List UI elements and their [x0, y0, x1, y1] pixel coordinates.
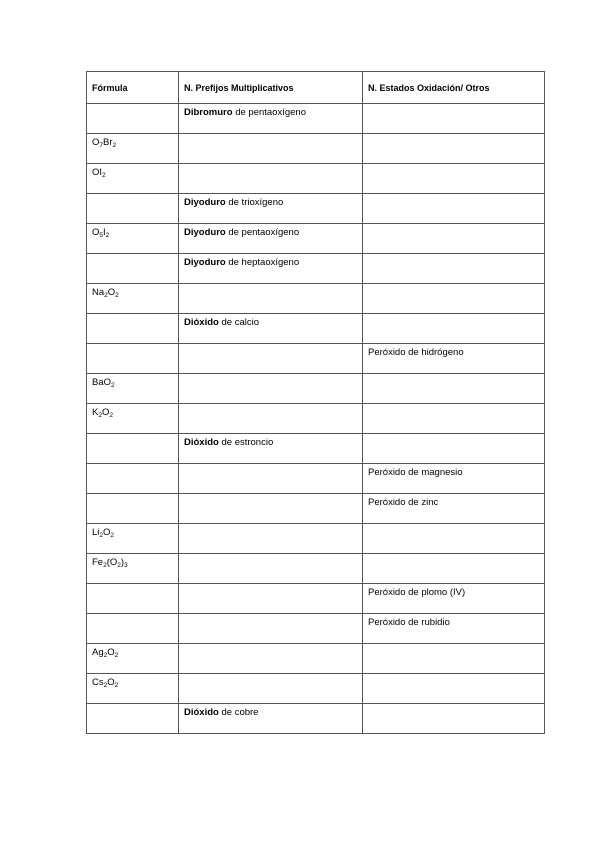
- estados-oxidacion-cell[interactable]: [363, 164, 545, 194]
- estados-oxidacion-cell[interactable]: [363, 404, 545, 434]
- estados-oxidacion-cell[interactable]: [363, 254, 545, 284]
- formula-subscript: 2: [114, 652, 119, 659]
- formula-cell[interactable]: [87, 344, 179, 374]
- formula-cell[interactable]: [87, 164, 179, 194]
- formula-cell[interactable]: [87, 404, 179, 434]
- prefijo-rest-text: de cobre: [218, 707, 259, 718]
- formula-symbol: (O: [106, 557, 118, 568]
- prefijos-cell[interactable]: [179, 644, 363, 674]
- formula-symbol: Br: [103, 137, 113, 148]
- prefijos-cell[interactable]: [179, 194, 363, 224]
- prefijo-rest-text: de pentaoxígeno: [232, 107, 306, 118]
- formula-symbol: O: [107, 647, 115, 658]
- formula-subscript: 2: [105, 232, 110, 239]
- prefijos-cell[interactable]: [179, 434, 363, 464]
- formula-subscript: 2: [103, 682, 108, 689]
- table-row: [87, 164, 545, 194]
- prefijos-cell[interactable]: [179, 494, 363, 524]
- formula-cell[interactable]: [87, 104, 179, 134]
- table-row: [87, 434, 545, 464]
- formula-subscript: 2: [102, 172, 106, 179]
- table-row: [87, 134, 545, 164]
- estados-oxidacion-cell[interactable]: [363, 134, 545, 164]
- table-row: [87, 674, 545, 704]
- formula-symbol: Fe: [92, 557, 104, 568]
- estados-oxidacion-text: Peróxido de plomo (IV): [368, 587, 466, 598]
- prefijo-bold-text: Diyoduro: [184, 197, 226, 208]
- header-estados-oxidacion: N. Estados Oxidación/ Otros: [363, 72, 545, 104]
- formula-symbol: K: [92, 407, 99, 418]
- header-formula: Fórmula: [87, 72, 179, 104]
- prefijos-cell[interactable]: [179, 284, 363, 314]
- formula-subscript: 2: [117, 562, 121, 569]
- formula-subscript: 2: [112, 142, 117, 149]
- formula-symbol: Ag: [92, 647, 104, 658]
- formula-cell[interactable]: [87, 584, 179, 614]
- estados-oxidacion-cell[interactable]: [363, 674, 545, 704]
- estados-oxidacion-cell[interactable]: [363, 614, 545, 644]
- formula-symbol: Cs: [92, 677, 104, 688]
- table-row: [87, 104, 545, 134]
- formula-subscript: 2: [111, 382, 115, 389]
- prefijo-rest-text: de trioxígeno: [225, 197, 284, 208]
- prefijos-cell[interactable]: [179, 524, 363, 554]
- formula-subscript: 2: [114, 682, 119, 689]
- formula-symbol: Li: [92, 527, 100, 538]
- estados-oxidacion-text: Peróxido de magnesio: [368, 467, 463, 478]
- table-row: [87, 614, 545, 644]
- formula-symbol: ): [120, 557, 125, 568]
- estados-oxidacion-text: Peróxido de rubidio: [368, 617, 450, 628]
- prefijos-cell[interactable]: [179, 254, 363, 284]
- prefijo-rest-text: de pentaoxígeno: [225, 227, 300, 238]
- estados-oxidacion-cell[interactable]: [363, 314, 545, 344]
- formula-cell[interactable]: [87, 674, 179, 704]
- prefijo-rest-text: de calcio: [218, 317, 259, 328]
- formula-cell[interactable]: [87, 494, 179, 524]
- estados-oxidacion-cell[interactable]: [363, 104, 545, 134]
- formula-symbol: OI: [92, 167, 103, 178]
- prefijo-bold-text: Diyoduro: [184, 257, 226, 268]
- table-row: [87, 404, 545, 434]
- nomenclature-table: [86, 71, 545, 734]
- formula-symbol: O: [103, 527, 111, 538]
- formula-subscript: 2: [115, 292, 119, 299]
- formula-cell[interactable]: [87, 464, 179, 494]
- formula-symbol: O: [107, 287, 116, 298]
- formula-cell[interactable]: [87, 704, 179, 734]
- estados-oxidacion-cell[interactable]: [363, 224, 545, 254]
- formula-subscript: 2: [104, 292, 108, 299]
- formula-cell[interactable]: [87, 614, 179, 644]
- table-row: [87, 344, 545, 374]
- estados-oxidacion-cell[interactable]: [363, 554, 545, 584]
- formula-cell[interactable]: [87, 434, 179, 464]
- table-row: [87, 704, 545, 734]
- prefijo-bold-text: Dióxido: [184, 437, 219, 448]
- table-row: [87, 584, 545, 614]
- formula-cell[interactable]: [87, 374, 179, 404]
- table-row: [87, 644, 545, 674]
- table-row: [87, 254, 545, 284]
- formula-cell[interactable]: [87, 524, 179, 554]
- formula-subscript: 2: [98, 412, 102, 419]
- formula-cell[interactable]: [87, 554, 179, 584]
- prefijos-cell[interactable]: [179, 674, 363, 704]
- prefijo-rest-text: de heptaoxígeno: [225, 257, 300, 268]
- prefijos-cell[interactable]: [179, 344, 363, 374]
- prefijos-cell[interactable]: [179, 554, 363, 584]
- prefijos-cell[interactable]: [179, 584, 363, 614]
- prefijos-cell[interactable]: [179, 164, 363, 194]
- estados-oxidacion-cell[interactable]: [363, 194, 545, 224]
- table-row: [87, 194, 545, 224]
- formula-symbol: Na: [92, 287, 105, 298]
- formula-subscript: 3: [124, 562, 128, 569]
- table-row: [87, 224, 545, 254]
- estados-oxidacion-cell[interactable]: [363, 374, 545, 404]
- table-row: [87, 464, 545, 494]
- formula-symbol: O: [92, 137, 100, 148]
- prefijos-cell[interactable]: [179, 314, 363, 344]
- formula-cell[interactable]: [87, 314, 179, 344]
- prefijos-cell[interactable]: [179, 224, 363, 254]
- prefijo-bold-text: Dibromuro: [184, 107, 233, 118]
- table-row: [87, 374, 545, 404]
- estados-oxidacion-cell[interactable]: [363, 284, 545, 314]
- table-row: [87, 524, 545, 554]
- prefijos-cell[interactable]: [179, 464, 363, 494]
- formula-cell[interactable]: [87, 134, 179, 164]
- estados-oxidacion-text: Peróxido de zinc: [368, 497, 439, 508]
- table-row: [87, 494, 545, 524]
- prefijos-cell[interactable]: [179, 104, 363, 134]
- formula-cell[interactable]: [87, 254, 179, 284]
- formula-subscript: 2: [99, 532, 104, 539]
- formula-cell[interactable]: [87, 194, 179, 224]
- formula-cell[interactable]: [87, 284, 179, 314]
- formula-subscript: 5: [99, 232, 104, 239]
- prefijo-rest-text: de estroncio: [218, 437, 274, 448]
- formula-cell[interactable]: [87, 224, 179, 254]
- estados-oxidacion-cell[interactable]: [363, 464, 545, 494]
- prefijos-cell[interactable]: [179, 614, 363, 644]
- prefijos-cell[interactable]: [179, 374, 363, 404]
- estados-oxidacion-cell[interactable]: [363, 704, 545, 734]
- estados-oxidacion-cell[interactable]: [363, 494, 545, 524]
- header-row: [87, 72, 545, 104]
- table-row: [87, 284, 545, 314]
- prefijo-bold-text: Dióxido: [184, 317, 219, 328]
- formula-subscript: 2: [103, 562, 107, 569]
- formula-symbol: I: [103, 227, 106, 238]
- formula-symbol: O: [101, 407, 110, 418]
- prefijos-cell[interactable]: [179, 704, 363, 734]
- estados-oxidacion-cell[interactable]: [363, 344, 545, 374]
- formula-symbol: O: [107, 677, 115, 688]
- prefijo-bold-text: Dióxido: [184, 707, 219, 718]
- table-row: [87, 314, 545, 344]
- formula-subscript: 2: [103, 652, 108, 659]
- formula-subscript: 2: [110, 532, 115, 539]
- estados-oxidacion-cell[interactable]: [363, 524, 545, 554]
- header-prefijos: N. Prefijos Multiplicativos: [179, 72, 363, 104]
- formula-subscript: 7: [99, 142, 104, 149]
- formula-symbol: O: [92, 227, 100, 238]
- formula-cell[interactable]: [87, 644, 179, 674]
- estados-oxidacion-cell[interactable]: [363, 584, 545, 614]
- prefijos-cell[interactable]: [179, 404, 363, 434]
- table-row: [87, 554, 545, 584]
- estados-oxidacion-cell[interactable]: [363, 434, 545, 464]
- prefijos-cell[interactable]: [179, 134, 363, 164]
- formula-symbol: BaO: [92, 377, 112, 388]
- estados-oxidacion-cell[interactable]: [363, 644, 545, 674]
- nomenclature-sheet: [86, 71, 544, 734]
- prefijo-bold-text: Diyoduro: [184, 227, 226, 238]
- estados-oxidacion-text: Peróxido de hidrógeno: [368, 347, 464, 358]
- formula-subscript: 2: [109, 412, 113, 419]
- table-body: [87, 104, 545, 734]
